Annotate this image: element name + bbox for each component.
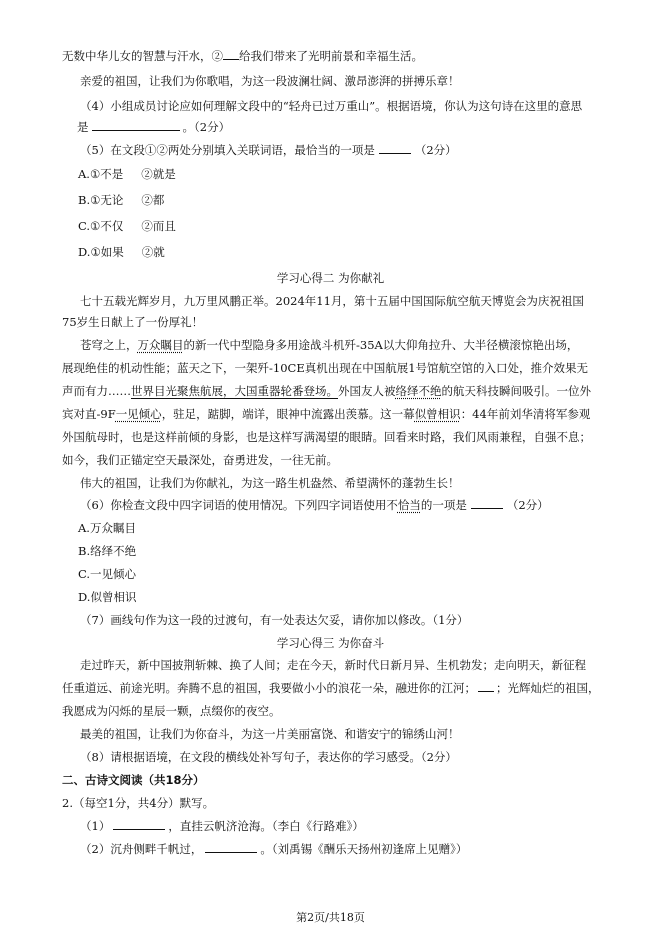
answer-blank[interactable] <box>471 497 503 509</box>
paragraph-line: 无数中华儿女的智慧与汗水，② 给我们带来了光明前景和幸福生活。 <box>62 49 423 63</box>
question-5-stem: （5）在文段①②两处分别填入关联词语，最恰当的一项是 （2分） <box>80 143 457 157</box>
option-d[interactable]: D.似曾相识 <box>78 590 137 604</box>
paragraph-line: 宾对直-9F一见倾心，驻足，踮脚，端详，眼神中流露出羡慕。这一幕似曾相识：44年前刘华清将军参观 <box>62 407 591 421</box>
transition-sentence: 世界目光聚焦航展，大国重器轮番登场。 <box>131 384 338 398</box>
paragraph-line: 伟大的祖国，让我们为你献礼，为这一路生机盎然、希望满怀的蓬勃生长！ <box>80 476 460 490</box>
question-6-stem: （6）你检查文段中四字词语的使用情况。下列四字词语使用不恰当的一项是 （2分） <box>80 498 549 512</box>
option-a[interactable]: A.万众瞩目 <box>78 521 136 535</box>
question-4-answer-line: 是 。（2分） <box>77 120 231 134</box>
paragraph-line: 亲爱的祖国，让我们为你歌唱，为这一段波澜壮阔、激昂澎湃的拼搏乐章！ <box>80 74 460 88</box>
paragraph-line: 75岁生日献上了一份厚礼！ <box>62 315 204 329</box>
paragraph-line: 走过昨天，新中国披荆斩棘、换了人间；走在今天，新时代日新月异、生机勃发；走向明天，新征程 <box>80 658 586 672</box>
question-4-stem: （4）小组成员讨论应如何理解文段中的“轻舟已过万重山”。根据语境，你认为这句诗在这里的意思 <box>80 99 583 113</box>
blank-marker: ② <box>211 49 223 63</box>
option-b[interactable]: B.①无论 ②都 <box>78 193 165 207</box>
question-2-item-1: （1） ，直挂云帆济沧海。（李白《行路难》） <box>80 819 364 833</box>
question-7-stem: （7）画线句作为这一段的过渡句，有一处表达欠妥，请你加以修改。（1分） <box>80 613 469 627</box>
answer-blank[interactable] <box>205 841 257 853</box>
question-2-item-2: （2）沉舟侧畔千帆过， 。（刘禹锡《酬乐天扬州初逢席上见赠》） <box>80 842 468 856</box>
option-c[interactable]: C.一见倾心 <box>78 567 137 581</box>
question-8-stem: （8）请根据语境，在文段的横线处补写句子，表达你的学习感受。（2分） <box>80 750 457 764</box>
option-c[interactable]: C.①不仅 ②而且 <box>78 219 176 233</box>
option-a[interactable]: A.①不是 ②就是 <box>78 167 176 181</box>
paragraph-line: 外国航母时，也是这样前倾的身影，也是这样写满渴望的眼睛。回看来时路，我们风雨兼程，自强不息； <box>62 430 591 444</box>
paragraph-line: 展现绝佳的机动性能；蓝天之下，一架歼-10CE真机出现在中国航展1号馆航空馆的入口处，推介效果无 <box>62 361 589 375</box>
paragraph-line: 七十五载光辉岁月，九万里风鹏正举。2024年11月，第十五届中国国际航空航天博览会为庆祝祖国 <box>80 294 584 308</box>
paragraph-line: 如今，我们正锚定空天最深处，奋勇进发，一往无前。 <box>62 453 338 467</box>
section-title: 学习心得二 为你献礼 <box>276 271 385 285</box>
option-b[interactable]: B.络绎不绝 <box>78 544 137 558</box>
section-heading: 二、古诗文阅读（共18分） <box>62 773 205 787</box>
option-d[interactable]: D.①如果 ②就 <box>78 245 165 259</box>
paragraph-line: 声而有力……世界目光聚焦航展，大国重器轮番登场。外国友人被络绎不绝的航天科技瞬间吸引。一位外 <box>62 384 591 398</box>
answer-blank[interactable] <box>478 680 494 692</box>
blank-line <box>223 48 239 60</box>
paragraph-line: 最美的祖国，让我们为你奋斗，为这一片美丽富饶、和谐安宁的锦绣山河！ <box>80 727 460 741</box>
answer-blank[interactable] <box>92 119 180 131</box>
page-number: 第2页/共18页 <box>296 911 365 924</box>
paragraph-line: 我愿成为闪烁的星辰一颗，点缀你的夜空。 <box>62 704 281 718</box>
answer-blank[interactable] <box>379 142 411 154</box>
paragraph-line: 任重道远、前途光明。奔腾不息的祖国，我要做小小的浪花一朵，融进你的江河； ；光辉灿烂的祖国， <box>62 681 600 695</box>
section-title: 学习心得三 为你奋斗 <box>276 636 385 650</box>
paragraph-line: 苍穹之上，万众瞩目的新一代中型隐身多用途战斗机歼-35A以大仰角拉升、大半径横滚惊艳出场， <box>80 338 579 352</box>
question-2-stem: 2.（每空1分，共4分）默写。 <box>62 796 215 810</box>
answer-blank[interactable] <box>113 818 165 830</box>
